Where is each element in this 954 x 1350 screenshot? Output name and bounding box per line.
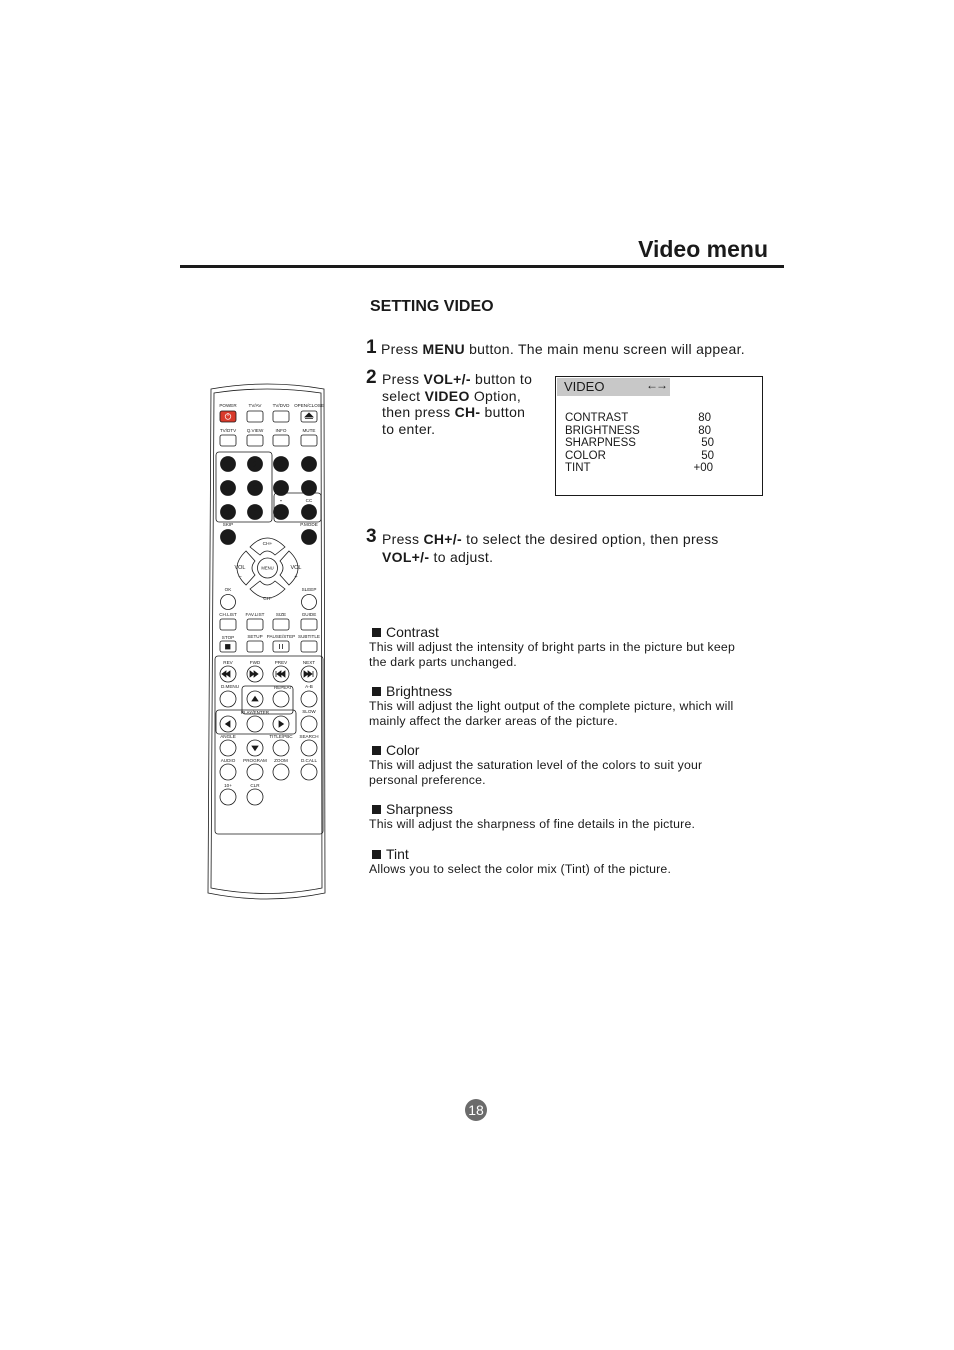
label-skip: SKIP bbox=[222, 522, 234, 527]
stop-icon bbox=[226, 645, 231, 650]
dcall-button[interactable] bbox=[301, 764, 317, 780]
label-slow: SLOW bbox=[302, 709, 316, 714]
key-menu: MENU bbox=[422, 341, 465, 357]
label-guide: GUIDE bbox=[301, 612, 317, 617]
info-button[interactable] bbox=[273, 435, 289, 446]
arrow-up-icon bbox=[252, 697, 258, 702]
label-ch-minus: CH- bbox=[263, 597, 272, 602]
zoom-button[interactable] bbox=[273, 764, 289, 780]
size-button[interactable] bbox=[273, 619, 289, 630]
osd-row-brightness: BRIGHTNESS 80 bbox=[565, 424, 711, 437]
label-cc: CC bbox=[305, 498, 313, 503]
label-subtitle: SUBTITLE bbox=[298, 634, 320, 639]
program-button[interactable] bbox=[247, 764, 263, 780]
step-1-text: Press MENU button. The main menu screen will appear. bbox=[381, 341, 745, 357]
label-playenter: PLAY/ENTER bbox=[240, 710, 270, 715]
label-clr: CLR bbox=[250, 783, 260, 788]
label-tvdvd: TV/DVD bbox=[272, 403, 290, 408]
cc-button[interactable] bbox=[302, 505, 317, 520]
qview-button[interactable] bbox=[247, 435, 263, 446]
guide-button[interactable] bbox=[301, 619, 317, 630]
pause-icon bbox=[280, 644, 283, 649]
dmenu-button[interactable] bbox=[220, 691, 236, 707]
ok-button[interactable] bbox=[221, 595, 236, 610]
osd-row-tint: TINT +00 bbox=[565, 462, 713, 474]
ch-minus-button[interactable] bbox=[250, 581, 285, 598]
section-heading: SETTING VIDEO bbox=[370, 298, 494, 315]
dash-button[interactable] bbox=[274, 505, 289, 520]
audio-button[interactable] bbox=[220, 764, 236, 780]
dash-label: - bbox=[279, 496, 283, 505]
rewind-icon bbox=[222, 671, 230, 677]
label-setup: SETUP bbox=[247, 634, 263, 639]
label-vol-plus: + bbox=[294, 574, 298, 580]
brightness-description: This will adjust the light output of the complete picture, which will mainly affect the darker areas of the picture. bbox=[369, 699, 734, 728]
label-repeat: REPEAT bbox=[273, 685, 293, 690]
label-tvdtv: TV/DTV bbox=[219, 428, 237, 433]
pmode-button[interactable] bbox=[302, 530, 317, 545]
contrast-heading: Contrast bbox=[372, 624, 439, 640]
label-search: SEARCH bbox=[299, 734, 319, 739]
label-menu: MENU bbox=[261, 565, 274, 571]
number-4-label: 4 bbox=[306, 460, 312, 471]
label-angle: ANGLE bbox=[220, 734, 236, 739]
osd-row-sharpness: SHARPNESS 50 bbox=[565, 437, 714, 449]
label-stop: STOP bbox=[221, 635, 235, 640]
label-rev: REV bbox=[223, 660, 233, 665]
label-pausestep: PAUSE/STEP bbox=[266, 634, 296, 639]
label-prev: PREV bbox=[274, 660, 288, 665]
number-1-label: 1 bbox=[225, 460, 231, 471]
number-2-label: 2 bbox=[252, 460, 258, 471]
ten-plus-button[interactable] bbox=[220, 789, 236, 805]
label-vol-right: VOL bbox=[290, 565, 302, 571]
arrow-down-icon bbox=[252, 746, 258, 751]
label-ok: OK bbox=[224, 587, 232, 592]
brightness-heading: Brightness bbox=[372, 683, 452, 699]
arrow-right-icon bbox=[279, 721, 284, 727]
chlist-button[interactable] bbox=[220, 619, 236, 630]
video-osd-box bbox=[555, 376, 763, 496]
number-0-label: 0 bbox=[252, 508, 258, 519]
arrow-left-icon bbox=[226, 721, 231, 727]
subtitle-button[interactable] bbox=[301, 641, 317, 652]
power-button[interactable] bbox=[220, 411, 236, 422]
tint-description: Allows you to select the color mix (Tint) of the picture. bbox=[369, 862, 672, 876]
label-next: NEXT bbox=[302, 660, 316, 665]
tvav-button[interactable] bbox=[247, 411, 263, 422]
step-1-number: 1 bbox=[366, 337, 377, 358]
label-vol-left: VOL bbox=[234, 565, 246, 571]
remote-lower-panel bbox=[215, 656, 323, 834]
label-fwd: FWD bbox=[249, 660, 261, 665]
color-heading: Color bbox=[372, 742, 419, 758]
left-right-arrows-icon: ←→ bbox=[646, 378, 666, 392]
search-button[interactable] bbox=[301, 740, 317, 756]
square-bullet-icon bbox=[372, 687, 381, 696]
square-bullet-icon bbox=[372, 628, 381, 637]
label-sleep: SLEEP bbox=[301, 587, 317, 592]
sharpness-description: This will adjust the sharpness of fine details in the picture. bbox=[369, 817, 696, 831]
label-chlist: CH.LIST bbox=[219, 612, 237, 617]
label-favlist: FAV.LIST bbox=[245, 612, 265, 617]
label-ch-plus: CH+ bbox=[262, 542, 273, 547]
setup-button[interactable] bbox=[247, 641, 263, 652]
label-ten-plus: 10+ bbox=[224, 783, 232, 788]
number-3-label: 3 bbox=[278, 460, 284, 471]
label-zoom: ZOOM bbox=[274, 758, 288, 763]
next-track-icon bbox=[304, 671, 313, 677]
label-qview: Q.VIEW bbox=[246, 428, 264, 433]
contrast-description: This will adjust the intensity of bright parts in the picture but keep the dark parts unchanged. bbox=[369, 640, 736, 669]
skip-button[interactable] bbox=[221, 530, 236, 545]
tvdvd-button[interactable] bbox=[273, 411, 289, 422]
label-info: INFO bbox=[275, 428, 287, 433]
label-vol-minus: – bbox=[238, 574, 242, 580]
remote-control-illustration bbox=[205, 383, 330, 903]
osd-row-color: COLOR 50 bbox=[565, 449, 714, 462]
square-bullet-icon bbox=[372, 850, 381, 859]
tvdtv-button[interactable] bbox=[220, 435, 236, 446]
sharpness-heading: Sharpness bbox=[372, 801, 453, 817]
clr-button[interactable] bbox=[247, 789, 263, 805]
fast-forward-icon bbox=[250, 671, 258, 677]
label-power: POWER bbox=[219, 403, 237, 408]
label-titlepbc: TITLE/PBC bbox=[269, 734, 293, 739]
number-7-label: 7 bbox=[278, 484, 284, 495]
mute-button[interactable] bbox=[301, 435, 317, 446]
label-dcall: D.CALL bbox=[300, 758, 318, 763]
step-3-text: Press CH+/- to select the desired option, then press VOL+/- to adjust. bbox=[382, 531, 719, 565]
label-size: SIZE bbox=[275, 612, 287, 617]
repeat-button[interactable] bbox=[273, 691, 289, 707]
number-6-label: 6 bbox=[252, 484, 258, 495]
osd-header bbox=[557, 378, 670, 396]
label-audio: AUDIO bbox=[220, 758, 236, 763]
label-ab: A-B bbox=[305, 684, 313, 689]
osd-row-contrast: CONTRAST 80 bbox=[565, 412, 711, 424]
ab-button[interactable] bbox=[301, 691, 317, 707]
osd-title: VIDEO bbox=[564, 379, 605, 394]
label-mute: MUTE bbox=[302, 428, 316, 433]
label-program: PROGRAM bbox=[243, 758, 267, 763]
color-description: This will adjust the saturation level of the colors to suit your personal preference. bbox=[369, 758, 703, 787]
favlist-button[interactable] bbox=[247, 619, 263, 630]
page-title: Video menu bbox=[638, 236, 768, 262]
titlepbc-button[interactable] bbox=[273, 740, 289, 756]
playenter-button[interactable] bbox=[247, 716, 263, 732]
number-8-label: 8 bbox=[306, 484, 312, 495]
step-3-number: 3 bbox=[366, 526, 377, 547]
label-pmode: P.MODE bbox=[300, 522, 318, 527]
step-2-text: Press VOL+/- button to select VIDEO Option, then press CH- button to enter. bbox=[382, 371, 533, 437]
tint-heading: Tint bbox=[372, 846, 409, 862]
label-dmenu: D.MENU bbox=[220, 684, 240, 689]
previous-track-icon bbox=[276, 671, 285, 677]
square-bullet-icon bbox=[372, 805, 381, 814]
number-9-label: 9 bbox=[225, 508, 231, 519]
slow-button[interactable] bbox=[301, 716, 317, 732]
number-5-label: 5 bbox=[225, 484, 231, 495]
sleep-button[interactable] bbox=[302, 595, 317, 610]
label-tvav: TV/AV bbox=[248, 403, 262, 408]
page-number-badge: 18 bbox=[465, 1099, 487, 1121]
eject-icon bbox=[305, 413, 313, 419]
angle-button[interactable] bbox=[220, 740, 236, 756]
square-bullet-icon bbox=[372, 746, 381, 755]
pausestep-button[interactable] bbox=[273, 641, 289, 652]
label-openclose: OPEN/CLOSE bbox=[294, 403, 324, 408]
step-2-number: 2 bbox=[366, 367, 377, 388]
title-rule bbox=[180, 265, 784, 268]
